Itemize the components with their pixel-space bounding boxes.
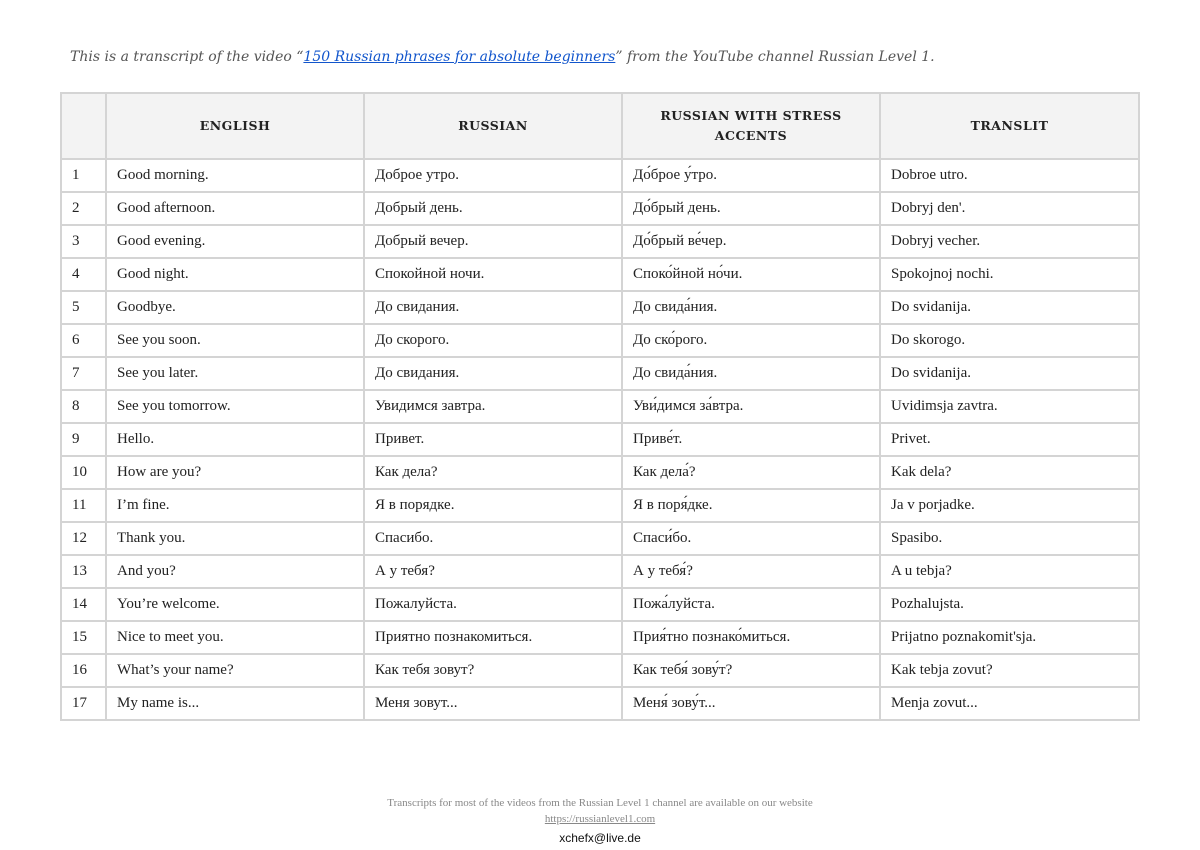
cell-russian-stress: Меня́ зову́т... bbox=[622, 687, 880, 720]
cell-number: 17 bbox=[61, 687, 106, 720]
table-row bbox=[61, 291, 1139, 324]
cell-russian: Добрый день. bbox=[364, 192, 622, 225]
cell-number: 4 bbox=[61, 258, 106, 291]
cell-number: 14 bbox=[61, 588, 106, 621]
cell-translit: Dobryj vecher. bbox=[880, 225, 1139, 258]
cell-number: 13 bbox=[61, 555, 106, 588]
cell-translit: Kak dela? bbox=[880, 456, 1139, 489]
table-body bbox=[61, 159, 1139, 720]
cell-russian: Доброе утро. bbox=[364, 159, 622, 192]
cell-russian: Спасибо. bbox=[364, 522, 622, 555]
table-row bbox=[61, 324, 1139, 357]
cell-russian-stress: Уви́димся за́втра. bbox=[622, 390, 880, 423]
cell-number: 6 bbox=[61, 324, 106, 357]
cell-number: 3 bbox=[61, 225, 106, 258]
cell-english: See you later. bbox=[106, 357, 364, 390]
cell-number: 5 bbox=[61, 291, 106, 324]
footer-note: Transcripts for most of the videos from the Russian Level 1 channel are available on our website bbox=[387, 797, 813, 809]
table-header-row bbox=[61, 93, 1139, 159]
intro-suffix: ” from the YouTube channel Russian Level 1. bbox=[615, 49, 935, 65]
table-row bbox=[61, 555, 1139, 588]
table-row bbox=[61, 159, 1139, 192]
cell-english: Goodbye. bbox=[106, 291, 364, 324]
cell-russian: Спокойной ночи. bbox=[364, 258, 622, 291]
intro-paragraph bbox=[70, 49, 1170, 65]
cell-number: 9 bbox=[61, 423, 106, 456]
cell-russian-stress: До́брый ве́чер. bbox=[622, 225, 880, 258]
cell-russian: Приятно познакомиться. bbox=[364, 621, 622, 654]
cell-translit: Spasibo. bbox=[880, 522, 1139, 555]
cell-translit: Do skorogo. bbox=[880, 324, 1139, 357]
website-link[interactable]: https://russianlevel1.com bbox=[544, 813, 656, 825]
header-number bbox=[61, 93, 106, 159]
table-row bbox=[61, 456, 1139, 489]
cell-russian-stress: Споко́йной но́чи. bbox=[622, 258, 880, 291]
cell-english: Hello. bbox=[106, 423, 364, 456]
cell-english: My name is... bbox=[106, 687, 364, 720]
cell-translit: Do svidanija. bbox=[880, 291, 1139, 324]
cell-translit: Privet. bbox=[880, 423, 1139, 456]
cell-number: 8 bbox=[61, 390, 106, 423]
cell-russian-stress: Приве́т. bbox=[622, 423, 880, 456]
cell-russian-stress: Спаси́бо. bbox=[622, 522, 880, 555]
cell-russian-stress: До́брый день. bbox=[622, 192, 880, 225]
cell-english: See you tomorrow. bbox=[106, 390, 364, 423]
cell-russian: Увидимся завтра. bbox=[364, 390, 622, 423]
cell-translit: Do svidanija. bbox=[880, 357, 1139, 390]
header-english: ENGLISH bbox=[106, 93, 364, 159]
cell-russian-stress: Пожа́луйста. bbox=[622, 588, 880, 621]
cell-translit: Kak tebja zovut? bbox=[880, 654, 1139, 687]
cell-number: 12 bbox=[61, 522, 106, 555]
header-translit: TRANSLIT bbox=[880, 93, 1139, 159]
cell-english: Good morning. bbox=[106, 159, 364, 192]
cell-number: 7 bbox=[61, 357, 106, 390]
table-row bbox=[61, 423, 1139, 456]
cell-translit: Prijatno poznakomit'sja. bbox=[880, 621, 1139, 654]
table-row bbox=[61, 654, 1139, 687]
cell-english: You’re welcome. bbox=[106, 588, 364, 621]
cell-english: How are you? bbox=[106, 456, 364, 489]
footer-email: xchefx@live.de bbox=[559, 831, 641, 845]
intro-prefix: This is a transcript of the video “ bbox=[70, 49, 304, 65]
cell-number: 16 bbox=[61, 654, 106, 687]
cell-russian-stress: Как дела́? bbox=[622, 456, 880, 489]
table-row bbox=[61, 687, 1139, 720]
cell-number: 2 bbox=[61, 192, 106, 225]
cell-russian-stress: Как тебя́ зову́т? bbox=[622, 654, 880, 687]
cell-russian: До свидания. bbox=[364, 357, 622, 390]
cell-russian-stress: До ско́рого. bbox=[622, 324, 880, 357]
cell-english: Good night. bbox=[106, 258, 364, 291]
cell-russian: Пожалуйста. bbox=[364, 588, 622, 621]
cell-number: 10 bbox=[61, 456, 106, 489]
table-row bbox=[61, 258, 1139, 291]
cell-russian: Как дела? bbox=[364, 456, 622, 489]
cell-russian-stress: Прия́тно познако́миться. bbox=[622, 621, 880, 654]
cell-translit: Ja v porjadke. bbox=[880, 489, 1139, 522]
phrases-table bbox=[60, 92, 1140, 721]
cell-russian: До скорого. bbox=[364, 324, 622, 357]
cell-english: Good evening. bbox=[106, 225, 364, 258]
header-russian: RUSSIAN bbox=[364, 93, 622, 159]
cell-english: See you soon. bbox=[106, 324, 364, 357]
table-row bbox=[61, 522, 1139, 555]
cell-russian-stress: Я в поря́дке. bbox=[622, 489, 880, 522]
cell-english: Good afternoon. bbox=[106, 192, 364, 225]
cell-translit: Dobryj den'. bbox=[880, 192, 1139, 225]
cell-russian-stress: А у тебя́? bbox=[622, 555, 880, 588]
cell-russian-stress: До́брое у́тро. bbox=[622, 159, 880, 192]
table-row bbox=[61, 192, 1139, 225]
cell-russian: А у тебя? bbox=[364, 555, 622, 588]
cell-russian: Я в порядке. bbox=[364, 489, 622, 522]
cell-russian: Как тебя зовут? bbox=[364, 654, 622, 687]
table-row bbox=[61, 390, 1139, 423]
cell-translit: Uvidimsja zavtra. bbox=[880, 390, 1139, 423]
table-row bbox=[61, 357, 1139, 390]
cell-english: And you? bbox=[106, 555, 364, 588]
table-row bbox=[61, 588, 1139, 621]
cell-english: Nice to meet you. bbox=[106, 621, 364, 654]
cell-translit: Pozhalujsta. bbox=[880, 588, 1139, 621]
cell-russian: Добрый вечер. bbox=[364, 225, 622, 258]
table-row bbox=[61, 489, 1139, 522]
cell-number: 15 bbox=[61, 621, 106, 654]
cell-translit: Menja zovut... bbox=[880, 687, 1139, 720]
cell-english: Thank you. bbox=[106, 522, 364, 555]
cell-russian: До свидания. bbox=[364, 291, 622, 324]
cell-russian: Меня зовут... bbox=[364, 687, 622, 720]
cell-russian-stress: До свида́ния. bbox=[622, 291, 880, 324]
cell-english: I’m fine. bbox=[106, 489, 364, 522]
cell-russian-stress: До свида́ния. bbox=[622, 357, 880, 390]
table-row bbox=[61, 621, 1139, 654]
cell-number: 11 bbox=[61, 489, 106, 522]
header-russian-stress: RUSSIAN WITH STRESS ACCENTS bbox=[622, 93, 880, 159]
footer-link-line bbox=[0, 813, 1200, 825]
cell-russian: Привет. bbox=[364, 423, 622, 456]
video-link[interactable]: 150 Russian phrases for absolute beginners bbox=[303, 49, 616, 65]
cell-translit: Spokojnoj nochi. bbox=[880, 258, 1139, 291]
table-row bbox=[61, 225, 1139, 258]
cell-english: What’s your name? bbox=[106, 654, 364, 687]
cell-number: 1 bbox=[61, 159, 106, 192]
cell-translit: A u tebja? bbox=[880, 555, 1139, 588]
cell-translit: Dobroe utro. bbox=[880, 159, 1139, 192]
